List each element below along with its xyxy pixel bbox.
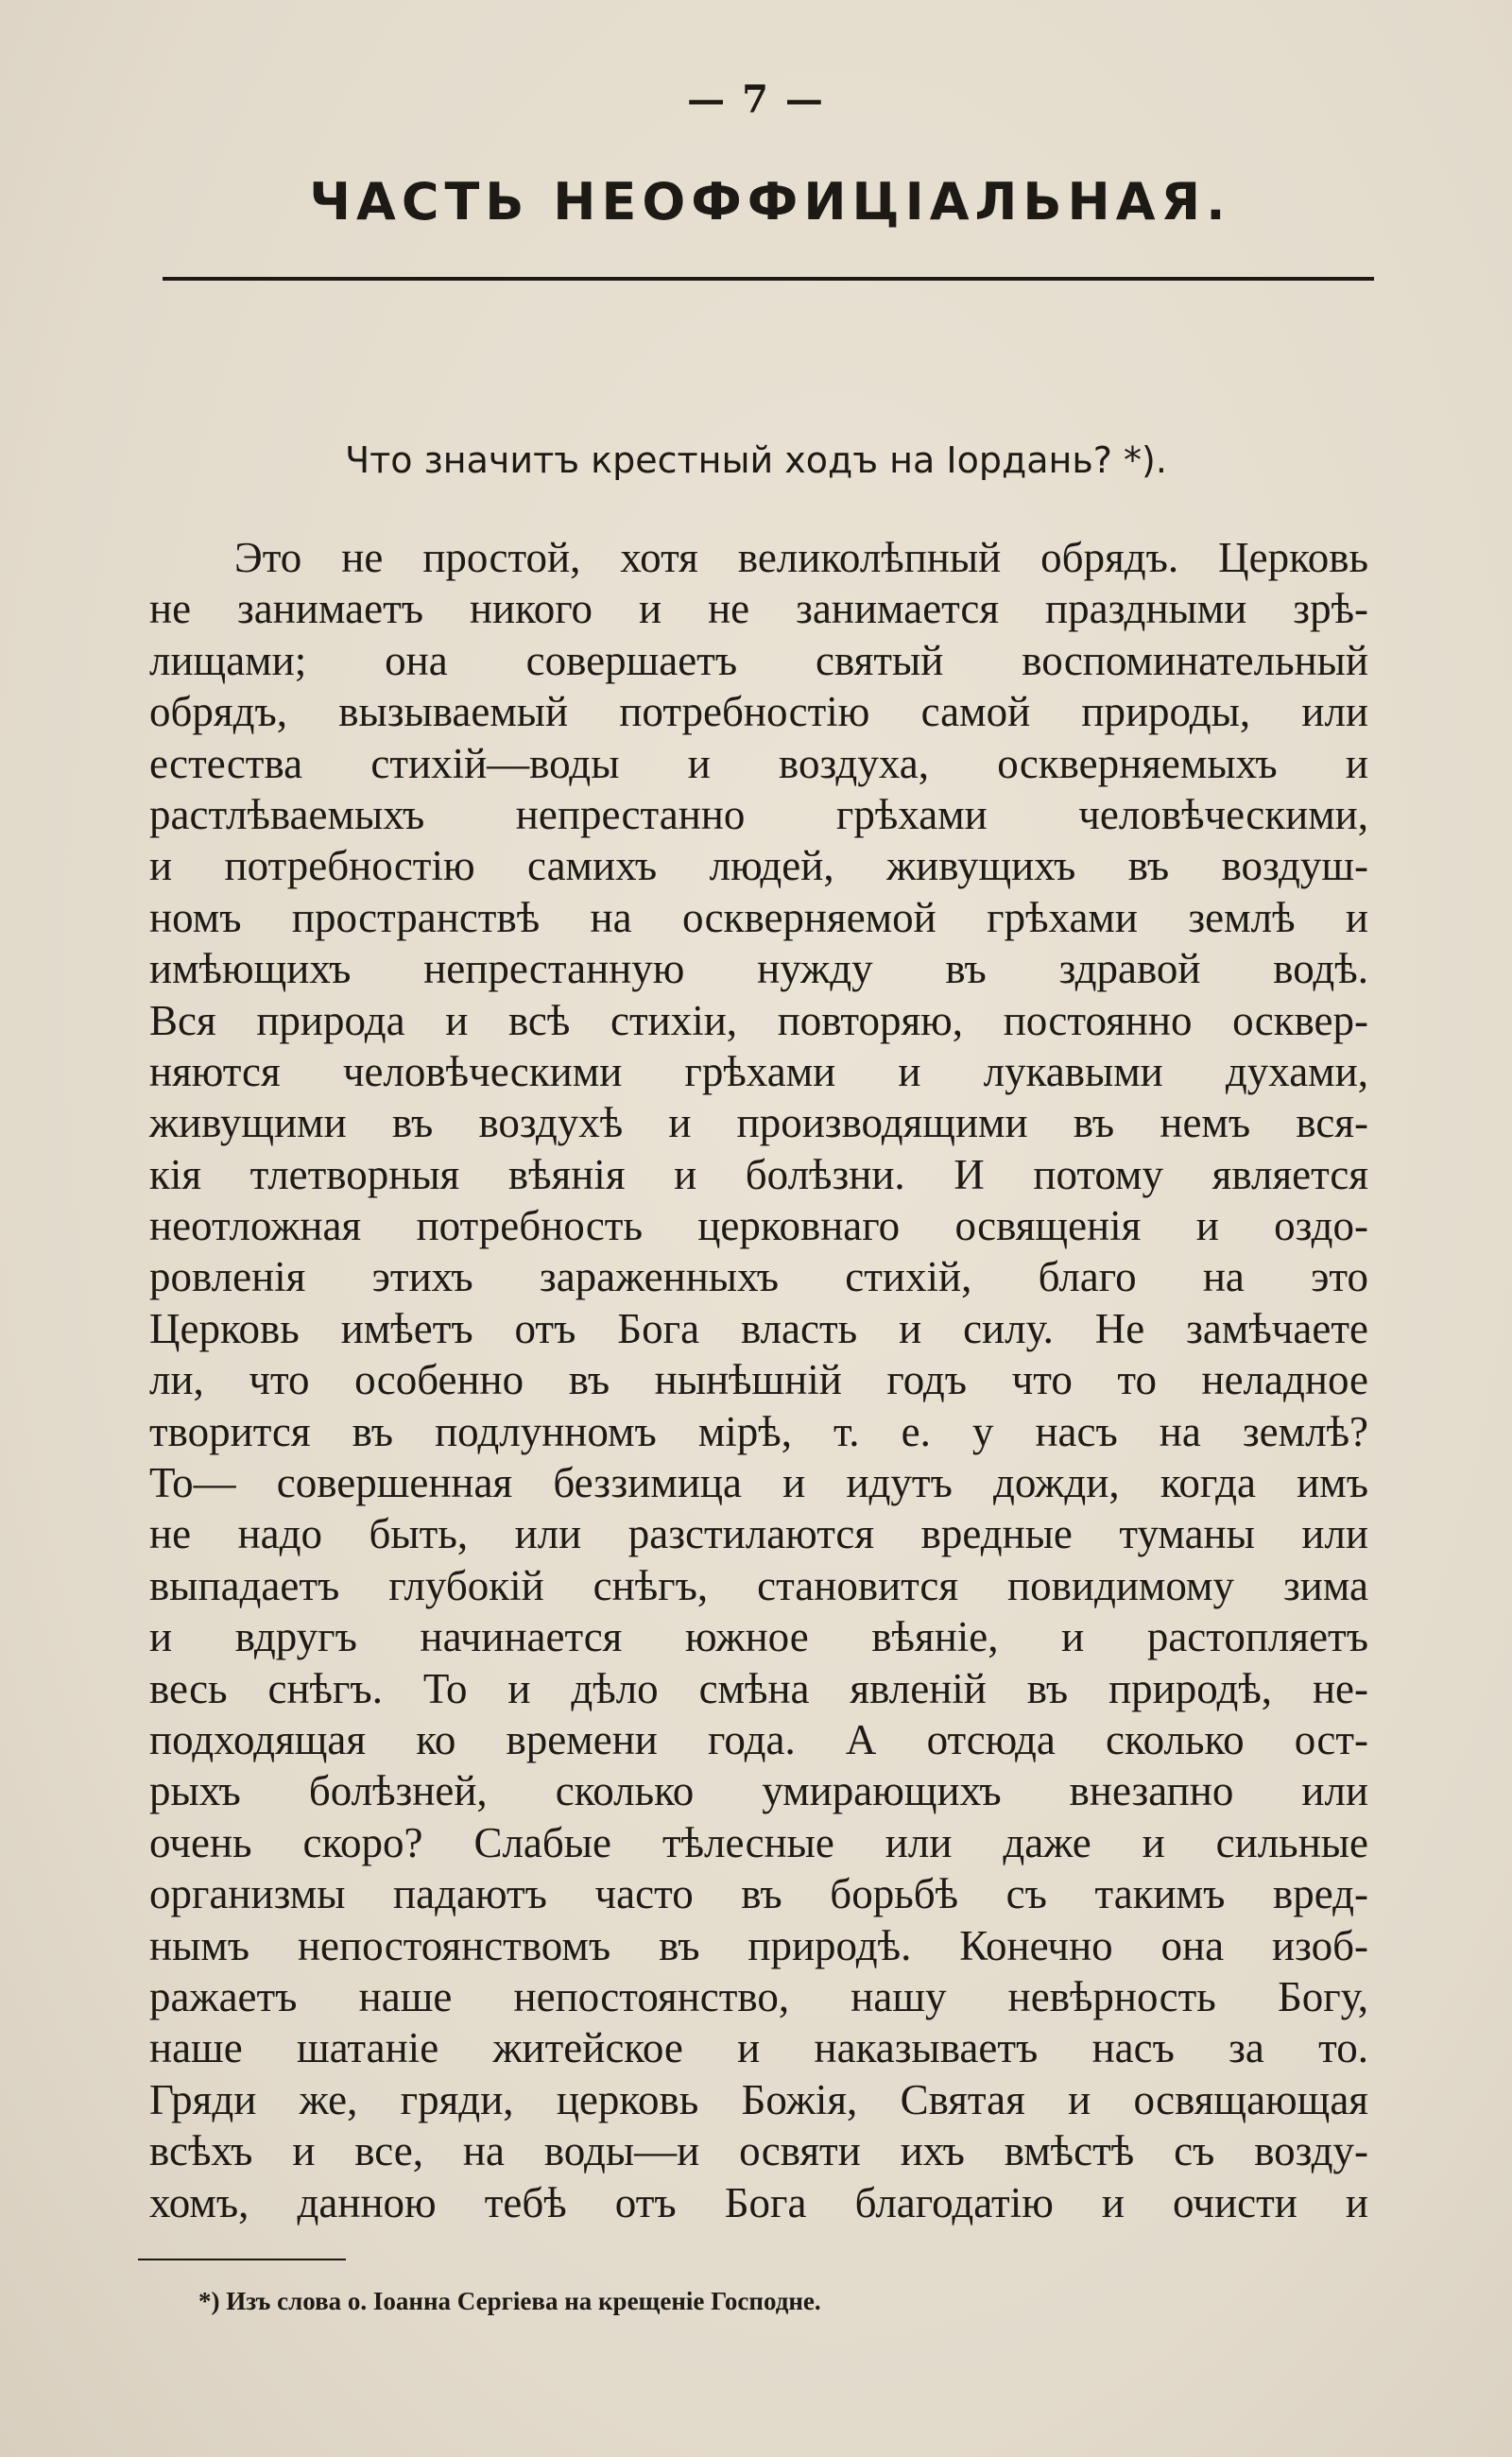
body-line: не надо быть, или разстилаются вредные туманы или	[149, 1510, 1368, 1558]
body-line: рыхъ болѣзней, сколько умирающихъ внезапно или	[149, 1767, 1368, 1815]
body-line: не занимаетъ никого и не занимается праздными зрѣ-	[149, 585, 1368, 633]
article-title: Что значитъ крестный ходъ на Іордань? *).	[345, 439, 1167, 481]
body-line: организмы падаютъ часто въ борьбѣ съ такимъ вред-	[149, 1870, 1368, 1918]
body-line: и потребностію самихъ людей, живущихъ въ воздуш-	[149, 842, 1368, 890]
body-line: Вся природа и всѣ стихіи, повторяю, постоянно осквер-	[149, 996, 1368, 1044]
page-number: — 7 —	[687, 77, 825, 122]
body-line: неотложная потребность церковнаго освященія и оздо-	[149, 1202, 1368, 1250]
body-line: весь снѣгъ. То и дѣло смѣна явленій въ природѣ, не-	[149, 1664, 1368, 1712]
body-line: Церковь имѣетъ отъ Бога власть и силу. Не замѣчаете	[149, 1304, 1368, 1352]
body-line: ровленія этихъ зараженныхъ стихій, благо на это	[149, 1253, 1368, 1301]
article-body	[149, 532, 1368, 2228]
body-line: выпадаетъ глубокій снѣгъ, становится повидимому зима	[149, 1561, 1368, 1609]
body-line: наше шатаніе житейское и наказываетъ насъ за то.	[149, 2024, 1368, 2072]
body-line: То— совершенная беззимица и идутъ дожди, когда имъ	[149, 1459, 1368, 1507]
body-line: нымъ непостоянствомъ въ природѣ. Конечно она изоб-	[149, 1921, 1368, 1969]
body-line: очень скоро? Слабые тѣлесные или даже и сильные	[149, 1818, 1368, 1866]
body-line: всѣхъ и все, на воды—и освяти ихъ вмѣстѣ съ возду-	[149, 2127, 1368, 2175]
footnote: *) Изъ слова о. Іоанна Сергіева на крещеніе Господне.	[198, 2287, 821, 2315]
body-line: ражаетъ наше непостоянство, нашу невѣрность Богу,	[149, 1972, 1368, 2020]
body-line: ли, что особенно въ нынѣшній годъ что то неладное	[149, 1356, 1368, 1404]
body-line: Гряди же, гряди, церковь Божія, Святая и освящающая	[149, 2075, 1368, 2123]
body-line: живущими въ воздухѣ и производящими въ немъ вся-	[149, 1099, 1368, 1147]
body-line: растлѣваемыхъ непрестанно грѣхами человѣческими,	[149, 790, 1368, 838]
body-line: обрядъ, вызываемый потребностію самой природы, или	[149, 688, 1368, 736]
body-line: Это не простой, хотя великолѣпный обрядъ. Церковь	[234, 534, 1368, 581]
body-line: естества стихій—воды и воздуха, оскверняемыхъ и	[149, 739, 1368, 787]
section-title: ЧАСТЬ НЕОФФИЦІАЛЬНАЯ.	[309, 172, 1231, 232]
body-line: лищами; она совершаетъ святый воспоминательный	[149, 636, 1368, 684]
body-line: имѣющихъ непрестанную нужду въ здравой водѣ.	[149, 945, 1368, 993]
body-line: номъ пространствѣ на оскверняемой грѣхами землѣ и	[149, 893, 1368, 941]
body-line: кія тлетворныя вѣянія и болѣзни. И потому является	[149, 1150, 1368, 1198]
footnote-divider	[138, 2259, 346, 2260]
body-line: подходящая ко времени года. А отсюда сколько ост-	[149, 1715, 1368, 1763]
body-line: и вдругъ начинается южное вѣяніе, и растопляетъ	[149, 1613, 1368, 1661]
body-line: няются человѣческими грѣхами и лукавыми духами,	[149, 1047, 1368, 1095]
body-line: творится въ подлунномъ мірѣ, т. е. у насъ на землѣ?	[149, 1407, 1368, 1455]
title-divider	[163, 277, 1374, 281]
body-line: хомъ, данною тебѣ отъ Бога благодатію и очисти и	[149, 2178, 1368, 2226]
